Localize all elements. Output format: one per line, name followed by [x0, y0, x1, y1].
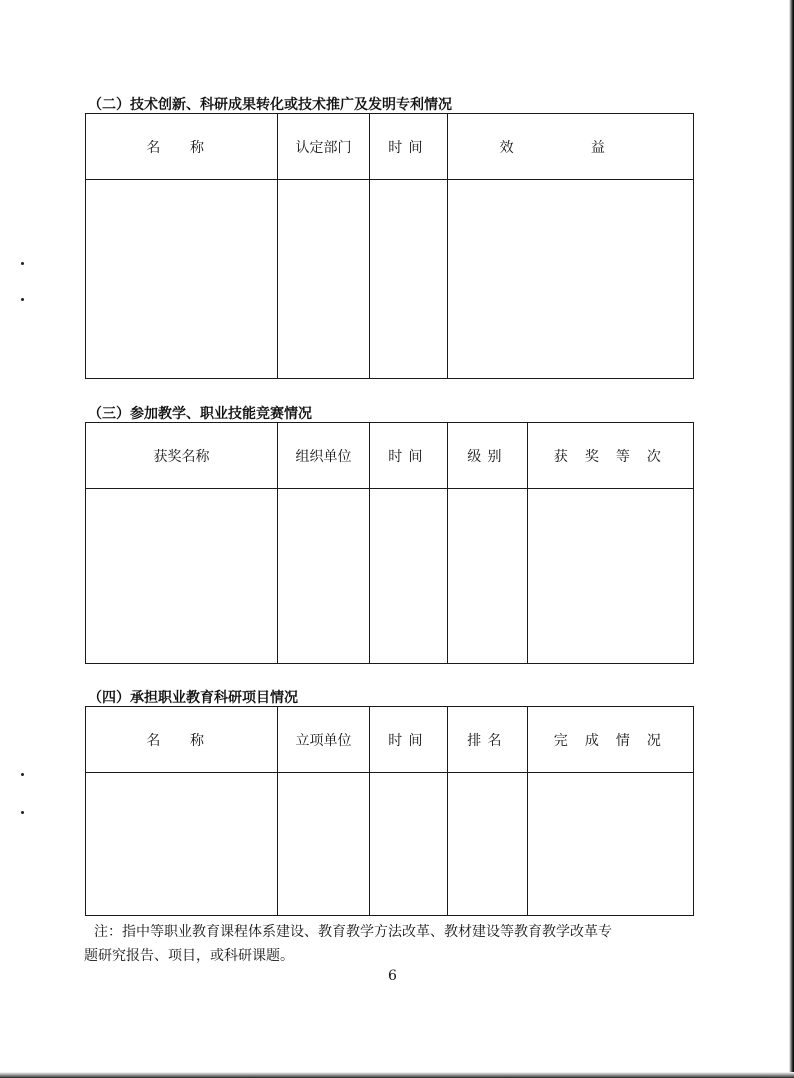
- header-time: 时间: [370, 114, 448, 180]
- header-completion-status: 完 成 情 况: [528, 707, 694, 773]
- footnote-line-1: 注：指中等职业教育课程体系建设、教育教学方法改革、教材建设等教育教学改革专: [94, 924, 612, 940]
- innovation-table: [85, 113, 694, 379]
- header-ranking: 排名: [448, 707, 528, 773]
- footnote: [84, 920, 714, 968]
- header-benefit: 效 益: [448, 114, 694, 180]
- header-level: 级别: [448, 423, 528, 489]
- table-cell[interactable]: [278, 489, 370, 664]
- table-cell[interactable]: [448, 773, 528, 916]
- footnote-line-2: 题研究报告、项目，或科研课题。: [84, 948, 294, 964]
- table-cell[interactable]: [448, 489, 528, 664]
- table-cell[interactable]: [370, 489, 448, 664]
- header-time: 时间: [370, 707, 448, 773]
- competition-table: [85, 422, 694, 664]
- table-cell[interactable]: [86, 773, 278, 916]
- binding-mark: [21, 262, 24, 265]
- table-cell[interactable]: [86, 180, 278, 379]
- table-cell[interactable]: [278, 180, 370, 379]
- page-number: 6: [388, 968, 397, 984]
- header-organizer: 组织单位: [278, 423, 370, 489]
- binding-mark: [21, 298, 24, 301]
- table-cell[interactable]: [448, 180, 694, 379]
- header-certifying-dept: 认定部门: [278, 114, 370, 180]
- table-cell[interactable]: [278, 773, 370, 916]
- table-row: [86, 773, 694, 916]
- section-title-competition: （三）参加教学、职业技能竞赛情况: [88, 406, 312, 422]
- table-row: [86, 489, 694, 664]
- table-cell[interactable]: [86, 489, 278, 664]
- table-cell[interactable]: [528, 489, 694, 664]
- header-award-grade: 获 奖 等 次: [528, 423, 694, 489]
- header-name: 名 称: [86, 114, 278, 180]
- table-header-row: [86, 423, 694, 489]
- header-name: 名 称: [86, 707, 278, 773]
- header-award-name: 获奖名称: [86, 423, 278, 489]
- section-title-innovation: （二）技术创新、科研成果转化或技术推广及发明专利情况: [88, 97, 452, 113]
- scan-edge-bottom: [0, 1072, 794, 1078]
- scan-edge-right: [789, 0, 794, 1078]
- binding-mark: [21, 773, 24, 776]
- header-approving-unit: 立项单位: [278, 707, 370, 773]
- table-cell[interactable]: [370, 180, 448, 379]
- table-header-row: [86, 114, 694, 180]
- table-cell[interactable]: [370, 773, 448, 916]
- binding-mark: [21, 811, 24, 814]
- research-table: [85, 706, 694, 916]
- table-cell[interactable]: [528, 773, 694, 916]
- table-header-row: [86, 707, 694, 773]
- section-title-research: （四）承担职业教育科研项目情况: [88, 690, 298, 706]
- header-time: 时间: [370, 423, 448, 489]
- table-row: [86, 180, 694, 379]
